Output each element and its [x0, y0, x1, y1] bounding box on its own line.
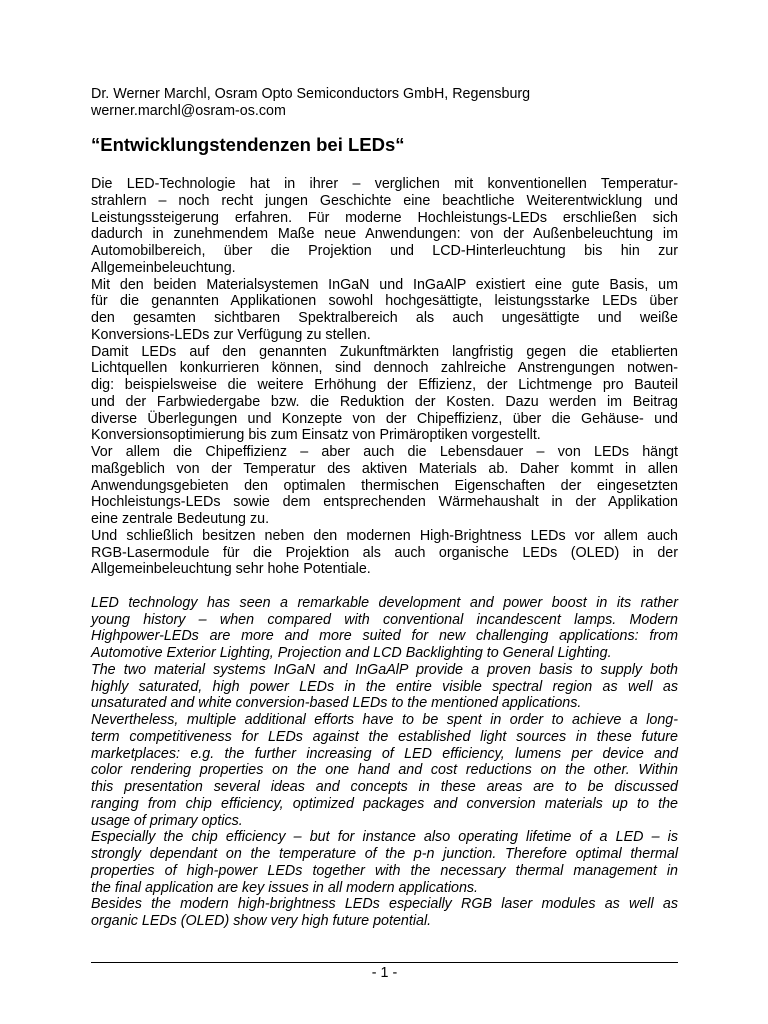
text-line: properties of high-power LEDs together with the necessary thermal management in	[91, 862, 678, 879]
text-line: LED technology has seen a remarkable development and power boost in its rather	[91, 594, 678, 611]
text-line: Die LED-Technologie hat in ihrer – verglichen mit konventionellen Temperatur-	[91, 176, 678, 192]
text-line: maßgeblich von der Temperatur des aktiven Materials ab. Daher kommt in allen	[91, 460, 678, 477]
text-line: The two material systems InGaN and InGaAlP provide a proven basis to supply both	[91, 661, 678, 678]
abstract-body	[91, 176, 678, 930]
text-line: Allgemeinbeleuchtung sehr hohe Potentiale.	[91, 561, 371, 578]
text-line: usage of primary optics.	[91, 812, 243, 829]
text-line: Especially the chip efficiency – but for instance also operating lifetime of a LED – is	[91, 829, 678, 846]
paragraph-gap	[91, 578, 678, 595]
text-line: Hochleistungs-LEDs sowie dem entsprechenden Wärmehaushalt in der Applikation	[91, 494, 678, 511]
text-line: young history – when compared with conventional incandescent lamps. Modern	[91, 611, 678, 628]
english-abstract	[91, 595, 678, 930]
text-line: marketplaces: e.g. the further increasing of LED efficiency, lumens per device and	[91, 745, 678, 762]
text-line: Konversions-LEDs zur Verfügung zu stellen.	[91, 326, 371, 343]
text-line: Konversionsoptimierung bis zum Einsatz von Primäroptiken vorgestellt.	[91, 427, 541, 444]
text-line: strongly dependant on the temperature of the p-n junction. Therefore optimal thermal	[91, 846, 678, 862]
text-line: Mit den beiden Materialsystemen InGaN und InGaAlP existiert eine gute Basis, um	[91, 276, 678, 293]
text-line: RGB-Lasermodule für die Projektion als auch organische LEDs (OLED) in der	[91, 544, 678, 561]
text-line: color rendering properties on the one hand and cost reductions on the other. Within	[91, 762, 678, 779]
text-line: Nevertheless, multiple additional efforts have to be spent in order to achieve a long-	[91, 712, 678, 728]
text-line: Automotive Exterior Lighting, Projection and LCD Backlighting to General Lighting.	[91, 645, 612, 661]
text-line: the final application are key issues in all modern applications.	[91, 879, 479, 896]
text-line: eine zentrale Bedeutung zu.	[91, 511, 270, 527]
text-line: Lichtquellen konkurrieren können, sind dennoch zahlreiche Anstrengungen notwen-	[91, 360, 678, 377]
text-line: Vor allem die Chipeffizienz – aber auch die Lebensdauer – von LEDs hängt	[91, 444, 678, 460]
text-line: highly saturated, high power LEDs in the entire visible spectral region as well as	[91, 678, 678, 695]
text-line: ranging from chip efficiency, optimized packages and conversion materials up to the	[91, 795, 678, 812]
text-line: für die genannten Applikationen sowohl hochgesättigte, leistungsstarke LEDs über	[91, 293, 678, 310]
german-abstract	[91, 176, 678, 578]
text-line: organic LEDs (OLED) show very high future potential.	[91, 913, 432, 929]
text-line: Highpower-LEDs are more and more suited for new challenging applications: from	[91, 628, 678, 645]
text-line: Anwendungsgebieten den optimalen thermischen Eigenschaften der eingesetzten	[91, 477, 678, 494]
author-block	[91, 86, 678, 120]
text-line: this presentation several ideas and concepts in these areas are to be discussed	[91, 779, 678, 795]
page-number: - 1 -	[371, 965, 398, 981]
text-line: Allgemeinbeleuchtung.	[91, 259, 236, 276]
text-line: Automobilbereich, über die Projektion und LCD-Hinterleuchtung bis hin zur	[91, 243, 678, 259]
footer-divider	[91, 962, 678, 963]
text-line: Besides the modern high-brightness LEDs especially RGB laser modules as well as	[91, 896, 678, 913]
text-line: strahlern – noch recht jungen Geschichte eine beachtliche Weiterentwicklung und	[91, 192, 678, 209]
text-line: dadurch in zunehmendem Maße neue Anwendungen: von der Außenbeleuchtung im	[91, 226, 678, 243]
text-line: den gesamten sichtbaren Spektralbereich als auch ungesättigte und weiße	[91, 310, 678, 326]
document-title: “Entwicklungstendenzen bei LEDs“	[91, 134, 405, 155]
author-email: werner.marchl@osram-os.com	[91, 102, 286, 119]
text-line: Damit LEDs auf den genannten Zukunftmärkten langfristig gegen die etablierten	[91, 343, 678, 360]
text-line: Und schließlich besitzen neben den modernen High-Brightness LEDs vor allem auch	[91, 527, 678, 544]
text-line: Leistungssteigerung erfahren. Für moderne Hochleistungs-LEDs erschließen sich	[91, 209, 678, 226]
text-line: und der Farbwiedergabe bzw. die Reduktion der Kosten. Dazu werden im Beitrag	[91, 393, 678, 410]
text-line: diverse Überlegungen und Konzepte von der Chipeffizienz, über die Gehäuse- und	[91, 410, 678, 427]
author-line: Dr. Werner Marchl, Osram Opto Semiconductors GmbH, Regensburg	[91, 86, 531, 102]
text-line: unsaturated and white conversion-based LEDs to the mentioned applications.	[91, 695, 582, 712]
text-line: dig: beispielsweise die weitere Erhöhung der Effizienz, der Lichtmenge pro Bauteil	[91, 377, 678, 393]
text-line: term competitiveness for LEDs against the established light sources in these future	[91, 728, 678, 745]
